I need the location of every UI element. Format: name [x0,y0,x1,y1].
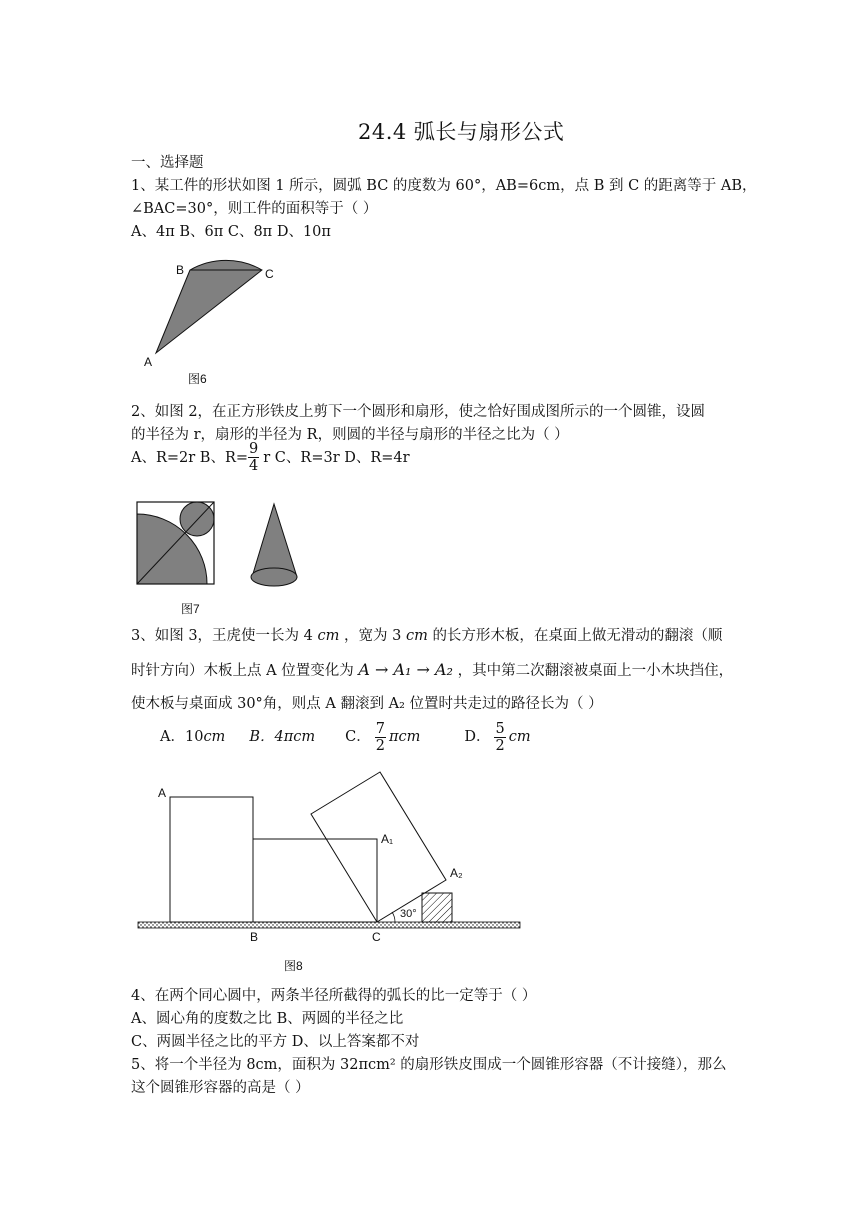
q3-option-c-den: 2 [375,737,385,754]
fig6-label-a: A [144,355,153,369]
q3-option-d-num: 5 [495,720,505,737]
q2-frac-num: 9 [249,441,259,457]
fig6-caption: 图6 [188,372,207,386]
q3-option-c-num: 7 [375,720,385,737]
q3-line-3: 使木板与桌面成 30°角，则点 A 翻滚到 A₂ 位置时共走过的路径长为（ ） [131,696,603,712]
q3-line-2-a: 时针方向）木板上点 A 位置变化为 [131,663,354,679]
q4-line-2: A、圆心角的度数之比 B、两圆的半径之比 [131,1011,404,1027]
q2-option-a: A、R=2r B、R= [131,449,249,466]
fig8-block [422,893,452,922]
fig8-label-c: C [372,930,381,944]
q2-line-1: 2、如图 2，在正方形铁皮上剪下一个圆形和扇形，使之恰好围成图所示的一个圆锥，设圆 [131,404,706,420]
fig8-board-upright [170,797,253,922]
fig8-ground [138,922,520,928]
fig6-label-b: B [176,263,185,277]
fig8-angle-arc [392,912,395,922]
q2-frac-den: 4 [249,458,259,474]
q3-unit-1: cm [317,628,340,644]
q3-option-c: C． [345,729,371,745]
q3-option-b: B．4πcm [249,729,316,745]
q2-option-rest: r C、R=3r D、R=4r [263,449,410,466]
fig8-label-a1: A₁ [381,832,394,846]
fig8-angle-label: 30° [400,908,417,920]
q5-line-1: 5、将一个半径为 8cm，面积为 32πcm² 的扇形铁皮围成一个圆锥形容器（不计接缝），那么 [131,1057,727,1073]
q3-option-d-unit: cm [508,729,531,745]
q1-line-1: 1、某工件的形状如图 1 所示，圆弧 BC 的度数为 60°，AB=6cm，点 B 到 C 的距离等于 AB， [131,178,757,194]
q4-line-1: 4、在两个同心圆中，两条半径所截得的弧长的比一定等于（ ） [131,988,537,1004]
q3-line-1-c: 的长方形木板，在桌面上做无滑动的翻滚（顺 [432,628,723,644]
fig6-label-c: C [265,267,274,281]
q1-options: A、4π B、6π C、8π D、10π [131,224,331,240]
q3-line-1-a: 3、如图 3，王虎使一长为 4 [131,628,313,644]
q3-option-d-den: 2 [495,737,505,754]
q3-option-d: D． [464,729,491,745]
q3-line-2-b: ，其中第二次翻滚被桌面上一小木块挡住， [457,663,734,679]
fig8-label-a: A [158,786,167,800]
q3-option-a: A．10 [160,729,204,745]
fig7-caption: 图7 [181,602,200,616]
fig8-caption: 图8 [284,959,303,973]
fig8-label-a2: A₂ [450,866,463,880]
q3-unit-2: cm [405,628,428,644]
q3-line-1-b: ，宽为 3 [344,628,402,644]
fig8-label-b: B [250,930,259,944]
page-title: 24.4 弧长与扇形公式 [358,120,565,144]
q2-line-2: 的半径为 r，扇形的半径为 R，则圆的半径与扇形的半径之比为（ ） [131,427,569,443]
q5-line-2: 这个圆锥形容器的高是（ ） [131,1080,310,1096]
q3-path: A → A₁ → A₂ [358,660,453,679]
section-heading: 一、选择题 [131,155,204,171]
q3-option-a-unit: cm [203,729,226,745]
fig8-board-flat [253,839,377,922]
q1-line-2: ∠BAC=30°，则工件的面积等于（ ） [131,201,378,217]
q4-line-3: C、两圆半径之比的平方 D、以上答案都不对 [131,1034,420,1050]
q3-option-c-unit: πcm [388,729,421,745]
